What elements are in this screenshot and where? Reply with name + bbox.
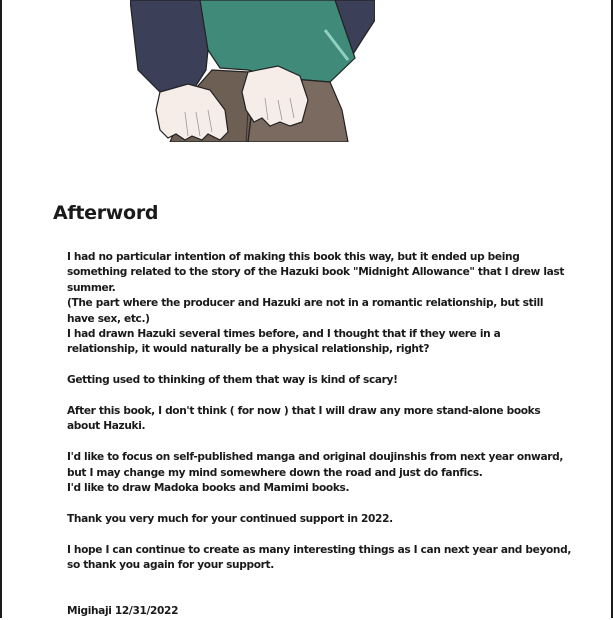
text-line: I'd like to draw Madoka books and Mamimi books. [67,482,350,495]
text-line: have sex, etc.) [67,312,150,325]
paragraph-3 [67,404,541,435]
text-line: summer. [67,281,116,294]
page-title: Afterword [53,202,159,224]
paragraph-6 [67,543,572,574]
signature: Migihaji 12/31/2022 [67,605,179,618]
text-line: After this book, I don't think ( for now ) that I will draw any more stand-alone books [67,405,541,418]
text-line: so thank you again for your support. [67,559,274,572]
text-line: about Hazuki. [67,420,146,433]
text-line: I had no particular intention of making this book this way, but it ended up being [67,251,520,263]
text-line: but I may change my mind somewhere down the road and just do fanfics. [67,466,483,479]
text-line: (The part where the producer and Hazuki are not in a romantic relationship, but still [67,297,544,310]
paragraph-1 [67,250,565,358]
text-line: Thank you very much for your continued support in 2022. [67,512,393,525]
paragraph-5 [67,512,517,527]
paragraph-2 [67,373,517,388]
afterword-body [67,250,572,620]
text-line: relationship, it would naturally be a physical relationship, right? [67,343,430,356]
text-line: I'd like to focus on self-published manga and original doujinshis from next year onward, [67,451,564,464]
text-line: I hope I can continue to create as many interesting things as I can next year and beyond, [67,543,572,556]
text-line: Getting used to thinking of them that way is kind of scary! [67,374,398,387]
text-line: I had drawn Hazuki several times before, and I thought that if they were in a [67,328,501,341]
paragraph-4 [67,450,564,496]
cover-illustration [130,0,375,142]
text-line: something related to the story of the Hazuki book "Midnight Allowance" that I drew last [67,266,565,279]
